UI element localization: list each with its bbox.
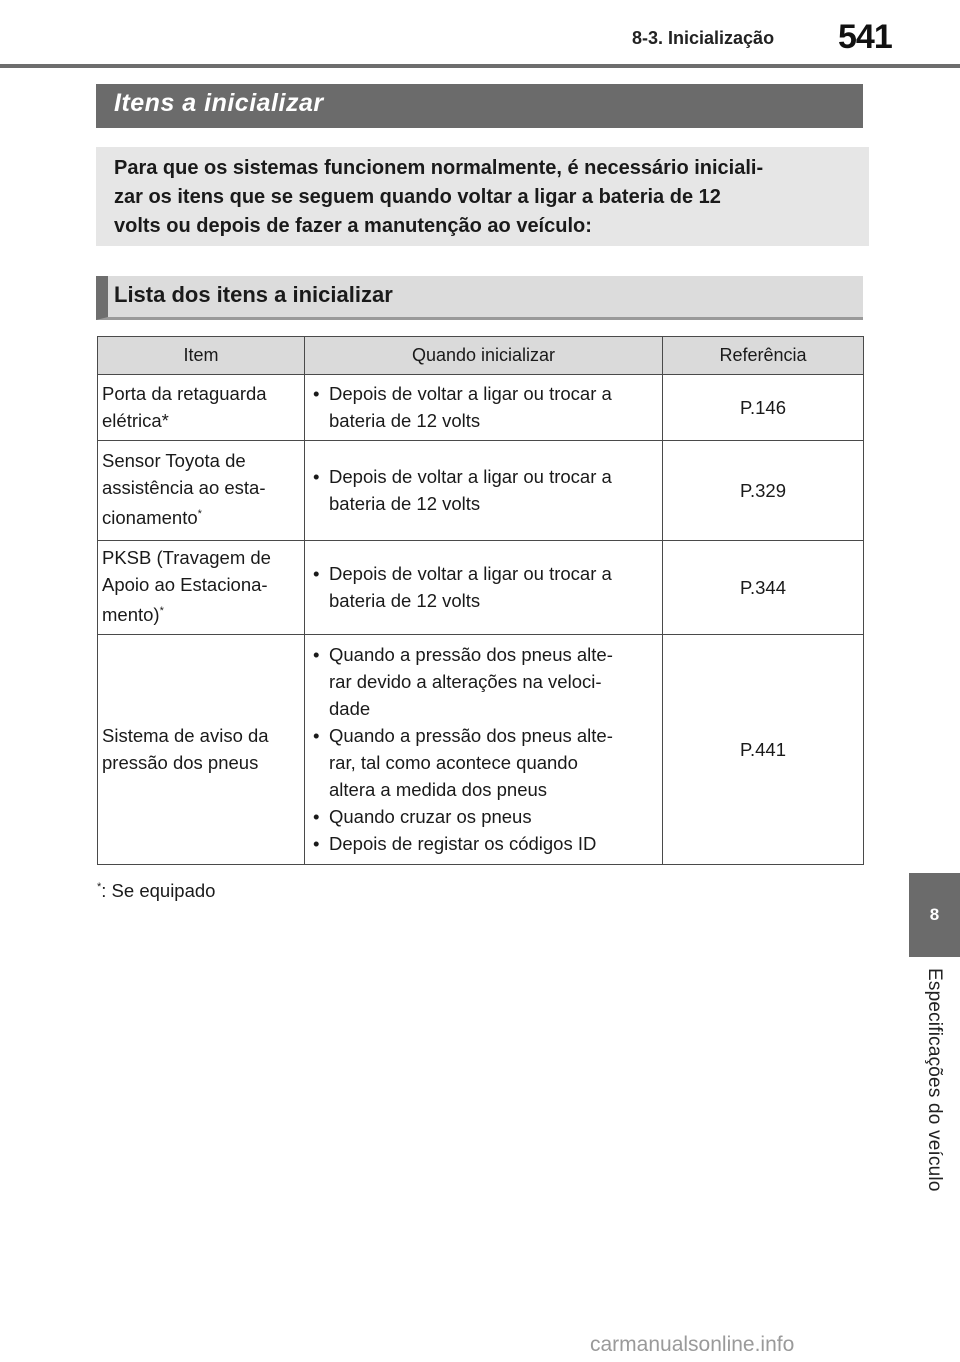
section-title: 8-3. Inicialização [632,28,775,48]
table-row [98,541,864,635]
items-table [97,336,864,865]
item-line: mento) [102,604,160,626]
item-cell [98,375,305,441]
item-line: elétrica* [102,409,169,431]
footnote-marker: * [159,605,164,618]
intro-text [114,154,851,241]
reference-cell: P.441 [663,635,864,865]
reference-cell: P.146 [663,375,864,441]
list-item: • Depois de voltar a ligar ou trocar a bateria de 12 volts [311,560,658,614]
reference-cell: P.344 [663,541,864,635]
when-cell [305,541,663,635]
footnote-marker: * [97,880,102,893]
subsection-heading-bar [96,276,863,320]
item-line: Sistema de aviso da [102,724,269,746]
item-line: pressão dos pneus [102,751,259,773]
list-item: • Depois de voltar a ligar ou trocar a bateria de 12 volts [311,463,658,517]
subsection-heading: Lista dos itens a inicializar [114,282,393,307]
page-number: 541 [838,18,892,56]
item-line: Porta da retaguarda [102,382,267,404]
list-item: • Depois de registar os códigos ID [311,830,658,857]
footnote [97,880,215,902]
intro-line: volts ou depois de fazer a manutenção ao veículo: [114,215,592,237]
when-cell [305,635,663,865]
table-row [98,635,864,865]
item-line: Sensor Toyota de [102,450,246,472]
reference-cell: P.329 [663,441,864,541]
chapter-label-text: Especificações do veículo [924,968,945,1192]
item-line: PKSB (Travagem de [102,547,271,569]
header-divider [0,64,960,68]
chapter-tab[interactable]: 8 [909,873,960,957]
page-title-bar [96,84,863,128]
footnote-text: : Se equipado [101,880,216,901]
page-title: Itens a inicializar [114,89,324,117]
when-cell [305,375,663,441]
column-header-item: Item [98,337,305,375]
column-header-reference: Referência [663,337,864,375]
watermark: carmanualsonline.info [590,1333,795,1356]
item-cell [98,441,305,541]
chapter-label [910,968,958,1220]
list-item: • Depois de voltar a ligar ou trocar a bateria de 12 volts [311,380,658,434]
item-cell [98,635,305,865]
footnote-marker: * [197,508,202,521]
item-line: assistência ao esta- [102,477,266,499]
item-line: cionamento [102,507,198,529]
list-item: • Quando cruzar os pneus [311,803,658,830]
when-cell [305,441,663,541]
table-header-row [98,337,864,375]
intro-line: zar os itens que se seguem quando voltar a ligar a bateria de 12 [114,186,721,208]
list-item: • Quando a pressão dos pneus alte- rar devido a alterações na veloci- dade [311,641,658,722]
list-item: • Quando a pressão dos pneus alte- rar, tal como acontece quando altera a medida dos pneus [311,722,658,803]
table-row [98,375,864,441]
item-line: Apoio ao Estaciona- [102,574,268,596]
intro-box [96,147,869,246]
table-row [98,441,864,541]
column-header-when: Quando inicializar [305,337,663,375]
item-cell [98,541,305,635]
intro-line: Para que os sistemas funcionem normalmente, é necessário iniciali- [114,157,764,179]
